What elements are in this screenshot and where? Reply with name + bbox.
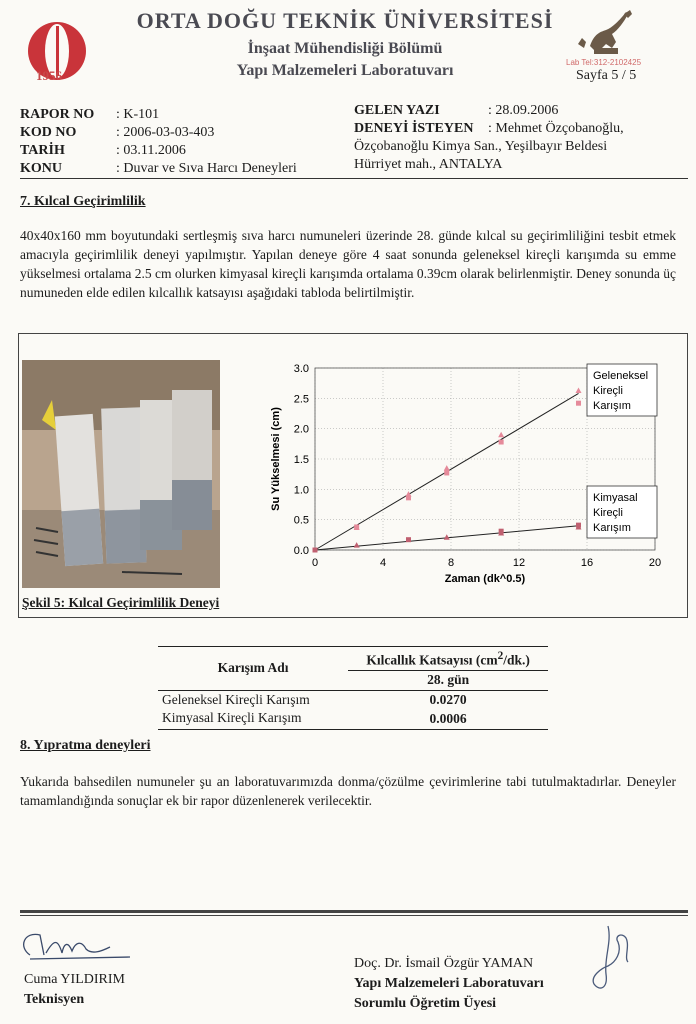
table-header-coeff-sup: 2 <box>497 650 504 662</box>
gelen-yazi: : 28.09.2006 <box>488 103 559 118</box>
data-point <box>576 387 582 393</box>
table-row <box>158 690 548 709</box>
konu: : Duvar ve Sıva Harcı Deneyleri <box>116 161 297 176</box>
tarih: : 03.11.2006 <box>116 143 186 158</box>
figure-caption: Şekil 5: Kılcal Geçirimlilik Deneyi <box>22 595 220 610</box>
laboratory-name: Yapı Malzemeleri Laboratuvarı <box>236 62 454 79</box>
data-point <box>406 495 411 500</box>
y-axis-label: Su Yükselmesi (cm) <box>270 407 282 511</box>
data-point <box>499 440 504 445</box>
right-signer-name: Doç. Dr. İsmail Özgür YAMAN <box>354 956 534 971</box>
x-tick-label: 8 <box>447 557 455 569</box>
right-signature <box>578 922 638 998</box>
data-point <box>406 537 411 542</box>
capillarity-table <box>158 646 548 730</box>
specimen-photo <box>22 360 220 588</box>
deneyi-isteyen-label: DENEYİ İSTEYEN <box>354 121 474 136</box>
table-row-name: Kimyasal Kireçli Karışım <box>162 709 302 725</box>
legend2-line1: Kimyasal <box>593 492 638 504</box>
table-row-value: 0.0006 <box>429 710 467 726</box>
section7-title: 7. Kılcal Geçirimlilik <box>20 194 146 209</box>
table-row <box>158 709 548 730</box>
kod-no-label: KOD NO <box>20 125 77 140</box>
konu-label: KONU <box>20 161 62 176</box>
deneyi-isteyen: : Mehmet Özçobanoğlu, <box>488 121 624 136</box>
y-tick-label: 2.0 <box>293 423 309 436</box>
capillarity-chart <box>255 352 675 592</box>
lab-phone: Lab Tel:312-2102425 <box>566 58 642 67</box>
x-tick-label: 0 <box>311 557 319 569</box>
kod-no: : 2006-03-03-403 <box>116 125 215 140</box>
gelen-yazi-label: GELEN YAZI <box>354 103 440 118</box>
x-tick-label: 12 <box>512 557 526 569</box>
section8-title: 8. Yıpratma deneyleri <box>20 738 151 753</box>
y-tick-label: 1.0 <box>293 484 309 497</box>
data-point <box>444 465 450 471</box>
table-subheader: 28. gün <box>427 671 470 687</box>
requester-line2: Özçobanoğlu Kimya San., Yeşilbayır Beldesi <box>354 139 608 154</box>
y-tick-label: 0.5 <box>293 514 309 527</box>
legend1-line1: Geleneksel <box>593 370 649 382</box>
y-tick-labels <box>294 363 309 557</box>
table-row-value: 0.0270 <box>429 691 467 707</box>
x-tick-labels <box>312 557 661 569</box>
page-number: Sayfa 5 / 5 <box>576 68 637 83</box>
requester-line3: Hürriyet mah., ANTALYA <box>354 157 503 172</box>
report-meta-right <box>354 102 624 174</box>
table-row-name: Geleneksel Kireçli Karışım <box>162 691 310 707</box>
legend2-line3: Karışım <box>593 522 631 534</box>
lab-emblem-icon <box>572 8 642 58</box>
table-header-coeff-suffix: /dk.) <box>503 652 530 668</box>
x-tick-label: 16 <box>580 557 594 569</box>
left-signer-name: Cuma YILDIRIM <box>24 972 125 987</box>
x-tick-label: 4 <box>379 557 387 569</box>
university-name: ORTA DOĞU TEKNİK ÜNİVERSİTESİ <box>136 8 554 33</box>
y-tick-label: 2.5 <box>293 393 309 406</box>
table-header-mix: Karışım Adı <box>217 660 289 676</box>
x-axis-label: Zaman (dk^0.5) <box>444 573 526 585</box>
section7-paragraph: 40x40x160 mm boyutundaki sertleşmiş sıva harcı numuneleri üzerinde 28. günde kılcal su geçirimliliğini tesbit etmek amacıyla geçirimlilik deneyi yapılmıştır. Yapılan deneye göre 4 saat sonunda geleneksel kireçli karışımda su emme yükselmesi ortalama 2.5 cm olurken kimyasal kireçli karışımda ortalama 0.39cm olarak belirlenmiştir. Deney sonunda üç numuneden elde edilen kılcallık katsayısı aşağıdaki tabloda belirtilmiştir. <box>20 228 676 300</box>
footer-divider-thin <box>20 915 688 916</box>
section8-paragraph: Yukarıda bahsedilen numuneler şu an laboratuvarımızda donma/çözülme çevirimlerine tabi tutulmaktadırlar. Deneyler tamamlandığında sonuçlar ek bir rapor düzenlenerek verilecektir. <box>20 774 676 808</box>
legend-geleneksel <box>587 364 657 416</box>
data-point <box>576 401 581 406</box>
right-signer-role1: Yapı Malzemeleri Laboratuvarı <box>354 976 544 991</box>
data-point <box>444 470 449 475</box>
founded-year: 1956 <box>36 68 62 83</box>
right-signer-role2: Sorumlu Öğretim Üyesi <box>354 996 497 1011</box>
left-signer-role: Teknisyen <box>24 992 85 1007</box>
y-tick-label: 1.5 <box>293 454 309 466</box>
table-header-coeff-text: Kılcallık Katsayısı (cm <box>366 652 498 668</box>
data-point <box>354 524 359 529</box>
legend1-line2: Kireçli <box>593 385 623 397</box>
legend1-line3: Karışım <box>593 400 631 412</box>
footer-divider <box>20 910 688 913</box>
legend2-line2: Kireçli <box>593 507 623 519</box>
y-tick-label: 0.0 <box>293 545 309 557</box>
rapor-no: : K-101 <box>116 107 160 122</box>
rapor-no-label: RAPOR NO <box>20 107 95 122</box>
legend-kimyasal <box>587 486 657 538</box>
data-point <box>313 548 318 553</box>
data-point <box>444 534 450 540</box>
x-tick-label: 20 <box>648 557 662 569</box>
data-point <box>354 542 360 548</box>
tarih-label: TARİH <box>20 143 65 158</box>
left-signature <box>10 925 140 967</box>
data-point <box>498 432 504 438</box>
y-tick-label: 3.0 <box>293 363 309 375</box>
department-name: İnşaat Mühendisliği Bölümü <box>247 40 443 57</box>
table-header-coeff <box>348 647 548 671</box>
report-meta-left <box>20 106 297 178</box>
header-divider <box>20 178 688 179</box>
